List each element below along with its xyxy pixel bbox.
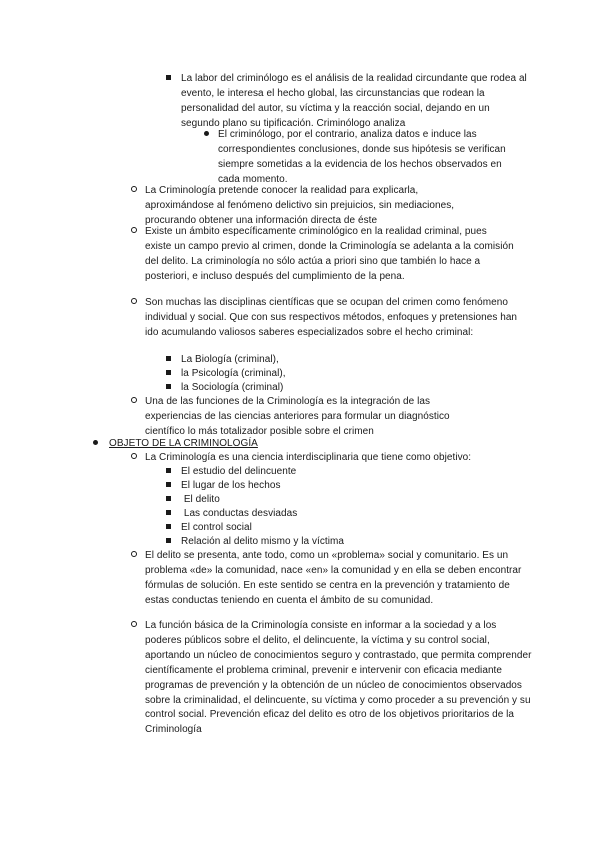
square-bullet-icon [166,465,171,480]
list-item: El control social [181,522,252,533]
square-bullet-icon [166,353,171,368]
list-item: La Biología (criminal), [181,354,279,365]
list-item: Son muchas las disciplinas científicas que se ocupan del crimen como fenómeno individual y social. Que con sus respectivos métodos, enfoques y pretensiones han ido acumulando valiosos saberes especializados sobre el hecho criminal: [145,297,518,338]
square-bullet-icon [166,507,171,522]
list-item: la Psicología (criminal), [181,368,286,379]
list-item: La Criminología es una ciencia interdisciplinaria que tiene como objetivo: [145,452,472,463]
disc-bullet-icon [204,128,209,143]
square-bullet-icon [166,521,171,536]
circle-bullet-icon [131,296,137,311]
square-bullet-icon [166,367,171,382]
list-item: La Criminología pretende conocer la realidad para explicarla, aproximándose al fenómeno delictivo sin prejuicios, sin mediaciones, procurando obtener una información directa de éste [145,185,455,226]
list-item: la Sociología (criminal) [181,382,284,393]
circle-bullet-icon [131,225,137,240]
circle-bullet-icon [131,184,137,199]
square-bullet-icon [166,479,171,494]
list-item: El estudio del delincuente [181,466,297,477]
list-item: La labor del criminólogo es el análisis de la realidad circundante que rodea al evento, le interesa el hecho global, las circunstancias que rodean la personalidad del autor, su víctima y la reacción social, dejando en un segundo plano su tipificación. Criminólogo analiza [181,73,527,129]
square-bullet-icon [166,72,171,87]
list-item: El lugar de los hechos [181,480,281,491]
list-item: El delito se presenta, ante todo, como un «problema» social y comunitario. Es un problema «de» la comunidad, nace «en» la comunidad y en ella se deben encontrar fórmulas de solución. En este sentido se centra en la prevención y tratamiento de estas conductas teniendo en cuenta el ámbito de su comunidad. [145,550,522,606]
list-item: Las conductas desviadas [181,508,298,519]
section-heading: OBJETO DE LA CRIMINOLOGÍA [109,438,258,449]
list-item: Existe un ámbito específicamente criminológico en la realidad criminal, pues existe un campo previo al crimen, donde la Criminología se adelanta a la comisión del delito. La criminología no sólo actúa a priori sino que también lo hace a posteriori, e incluso después del cumplimiento de la pena. [145,226,514,282]
circle-bullet-icon [131,619,137,634]
circle-bullet-icon [131,395,137,410]
list-item: El delito [181,494,220,505]
disc-bullet-icon [93,437,98,452]
square-bullet-icon [166,493,171,508]
circle-bullet-icon [131,549,137,564]
square-bullet-icon [166,535,171,550]
list-item: La función básica de la Criminología consiste en informar a la sociedad y a los poderes públicos sobre el delito, el delincuente, la víctima y su control social, aportando un núcleo de conocimientos seguro y contrastado, que permita comprender científicamente el problema criminal, prevenir e intervenir con eficacia mediante programas de prevención y la obtención de un núcleo de conocimientos observados sobre la criminalidad, el delincuente, su víctima y como proceder a su prevención y su control social. Prevención eficaz del delito es otro de los objetivos prioritarios de la Criminología [145,620,532,736]
square-bullet-icon [166,381,171,396]
list-item: Relación al delito mismo y la víctima [181,536,345,547]
list-item: Una de las funciones de la Criminología es la integración de las experiencias de las ciencias anteriores para formular un diagnóstico científico lo más totalizador posible sobre el crimen [145,396,450,437]
list-item: El criminólogo, por el contrario, analiza datos e induce las correspondientes conclusiones, donde sus hipótesis se verifican siempre sometidas a la evidencia de los hechos observados en cada momento. [218,129,506,185]
circle-bullet-icon [131,451,137,466]
